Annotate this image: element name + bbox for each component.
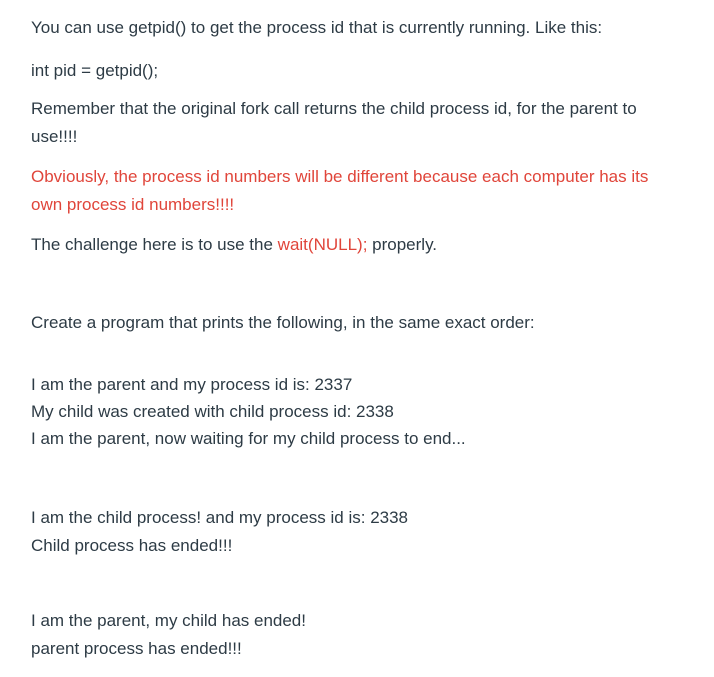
output-line-parent-ended: parent process has ended!!! <box>31 639 242 658</box>
output-line-parent-pid: I am the parent and my process id is: 2337 <box>31 375 353 394</box>
task-description: Create a program that prints the following, in the same exact order: <box>31 313 535 332</box>
output-line-parent-child-ended: I am the parent, my child has ended! <box>31 611 306 630</box>
challenge-prefix: The challenge here is to use the <box>31 235 278 254</box>
challenge-suffix: properly. <box>367 235 438 254</box>
output-line-child-created: My child was created with child process id: 2338 <box>31 402 394 421</box>
getpid-code-example: int pid = getpid(); <box>31 61 159 80</box>
output-line-parent-waiting: I am the parent, now waiting for my child process to end... <box>31 429 466 448</box>
warning-line-2: own process id numbers!!!! <box>31 195 235 214</box>
wait-null-code: wait(NULL); <box>277 235 368 254</box>
fork-note-line-1: Remember that the original fork call returns the child process id, for the parent to <box>31 99 637 118</box>
fork-note-line-2: use!!!! <box>31 127 78 146</box>
warning-line-1: Obviously, the process id numbers will be different because each computer has its <box>31 167 649 186</box>
output-line-child-ended: Child process has ended!!! <box>31 536 233 555</box>
challenge-text <box>31 234 437 256</box>
getpid-intro: You can use getpid() to get the process id that is currently running. Like this: <box>31 18 603 37</box>
output-line-child-pid: I am the child process! and my process id is: 2338 <box>31 508 409 527</box>
